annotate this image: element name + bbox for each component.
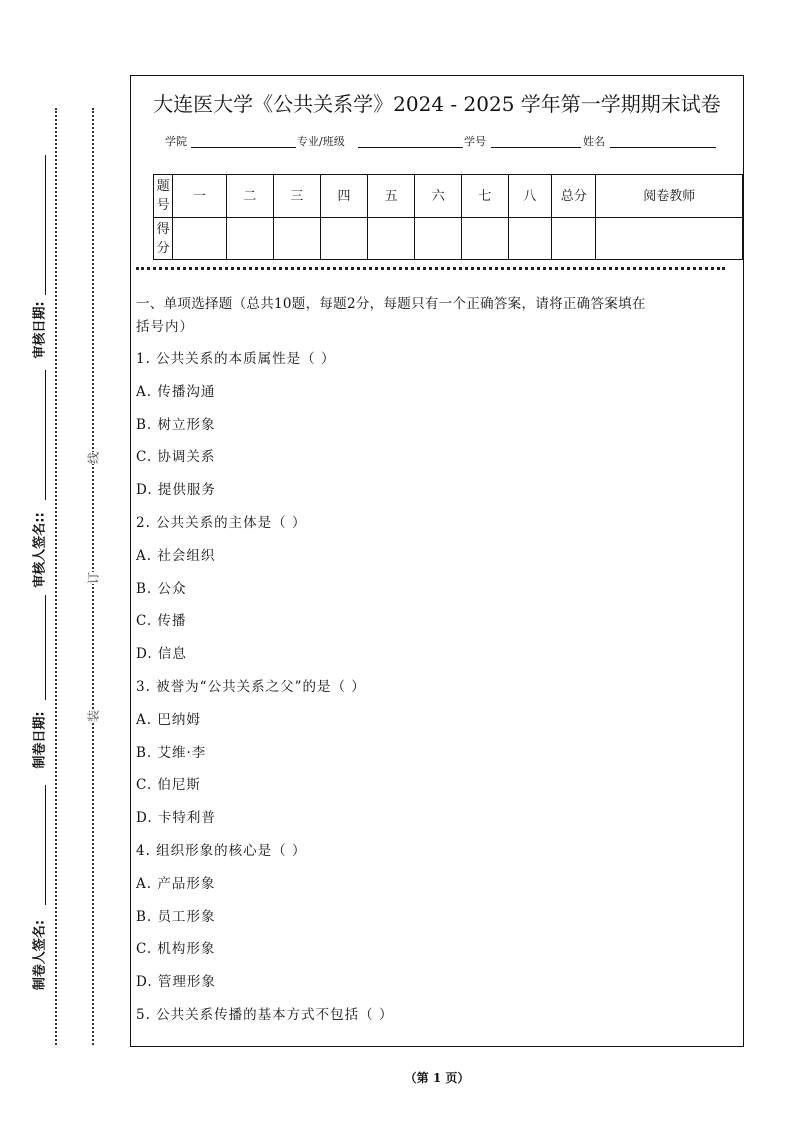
page-number: （第 1 页）	[404, 1071, 470, 1085]
reviewer-signature-label: 审核人签名::	[32, 512, 48, 588]
column-header: 二	[226, 175, 273, 218]
binding-mark-staple: 装	[86, 709, 101, 723]
row-label: 得分	[154, 218, 173, 260]
column-header: 一	[173, 175, 226, 218]
score-cell[interactable]	[368, 218, 415, 260]
score-cell[interactable]	[552, 218, 596, 260]
column-header: 三	[273, 175, 320, 218]
question-stem: 3. 被誉为“公共关系之父”的是（ ）	[136, 679, 366, 695]
score-cell[interactable]	[226, 218, 273, 260]
signature-line	[45, 370, 46, 500]
score-cell[interactable]	[273, 218, 320, 260]
column-header: 四	[320, 175, 367, 218]
column-header: 五	[368, 175, 415, 218]
answer-option: B. 艾维·李	[136, 744, 207, 761]
answer-option: A. 巴纳姆	[136, 711, 201, 728]
column-header: 阅卷教师	[596, 175, 743, 218]
answer-option: B. 公众	[136, 580, 187, 597]
row-label: 题号	[154, 175, 173, 218]
review-date-label: 审核日期:	[32, 301, 48, 359]
answer-option: A. 社会组织	[136, 547, 216, 564]
column-header: 七	[462, 175, 508, 218]
section-heading-cont: 括号内）	[136, 319, 194, 335]
binding-mark-line: 线	[86, 451, 101, 465]
answer-option: D. 信息	[136, 646, 187, 663]
question-stem: 4. 组织形象的核心是（ ）	[136, 843, 307, 859]
binding-mark-bind: 订	[86, 571, 101, 585]
score-cell[interactable]	[320, 218, 367, 260]
student-id-label: 学号	[464, 135, 486, 148]
score-cell[interactable]	[596, 218, 743, 260]
answer-option: A. 产品形象	[136, 875, 216, 892]
answer-option: C. 传播	[136, 613, 187, 630]
name-label: 姓名	[583, 135, 605, 148]
score-cell[interactable]	[508, 218, 552, 260]
answer-option: D. 卡特利普	[136, 810, 216, 827]
college-label: 学院	[165, 135, 187, 148]
question-stem: 5. 公共关系传播的基本方式不包括（ ）	[136, 1007, 394, 1023]
exam-paper-frame	[130, 75, 744, 1047]
question-stem: 2. 公共关系的主体是（ ）	[136, 515, 307, 531]
separator-dotted-line	[136, 267, 725, 270]
major-field[interactable]	[358, 147, 463, 148]
answer-option: C. 协调关系	[136, 449, 216, 466]
paper-maker-signature-label: 制卷人签名:	[32, 919, 48, 991]
paper-date-label: 制卷日期:	[32, 711, 48, 769]
score-cell[interactable]	[173, 218, 226, 260]
college-field[interactable]	[191, 147, 296, 148]
column-header: 总分	[552, 175, 596, 218]
score-cell[interactable]	[462, 218, 508, 260]
score-table-score-row	[154, 218, 743, 260]
score-cell[interactable]	[415, 218, 462, 260]
section-heading: 一、单项选择题（总共10题，每题2分，每题只有一个正确答案，请将正确答案填在	[136, 296, 646, 312]
answer-option: C. 机构形象	[136, 941, 216, 958]
name-field[interactable]	[610, 147, 716, 148]
column-header: 六	[415, 175, 462, 218]
signature-line	[45, 595, 46, 700]
answer-option: D. 管理形象	[136, 974, 216, 991]
answer-option: D. 提供服务	[136, 482, 216, 499]
question-stem: 1. 公共关系的本质属性是（ ）	[136, 351, 336, 367]
major-label: 专业/班级	[297, 135, 345, 148]
student-id-field[interactable]	[491, 147, 581, 148]
answer-option: A. 传播沟通	[136, 383, 216, 400]
answer-option: B. 员工形象	[136, 908, 216, 925]
score-table	[153, 174, 743, 260]
signature-line	[45, 155, 46, 295]
answer-option: B. 树立形象	[136, 416, 216, 433]
signature-line	[45, 785, 46, 905]
column-header: 八	[508, 175, 552, 218]
score-table-header-row	[154, 175, 743, 218]
exam-title: 大连医大学《公共关系学》2024 - 2025 学年第一学期期末试卷	[153, 92, 721, 116]
answer-option: C. 伯尼斯	[136, 777, 201, 794]
binding-dotted-line-outer	[55, 108, 57, 1045]
